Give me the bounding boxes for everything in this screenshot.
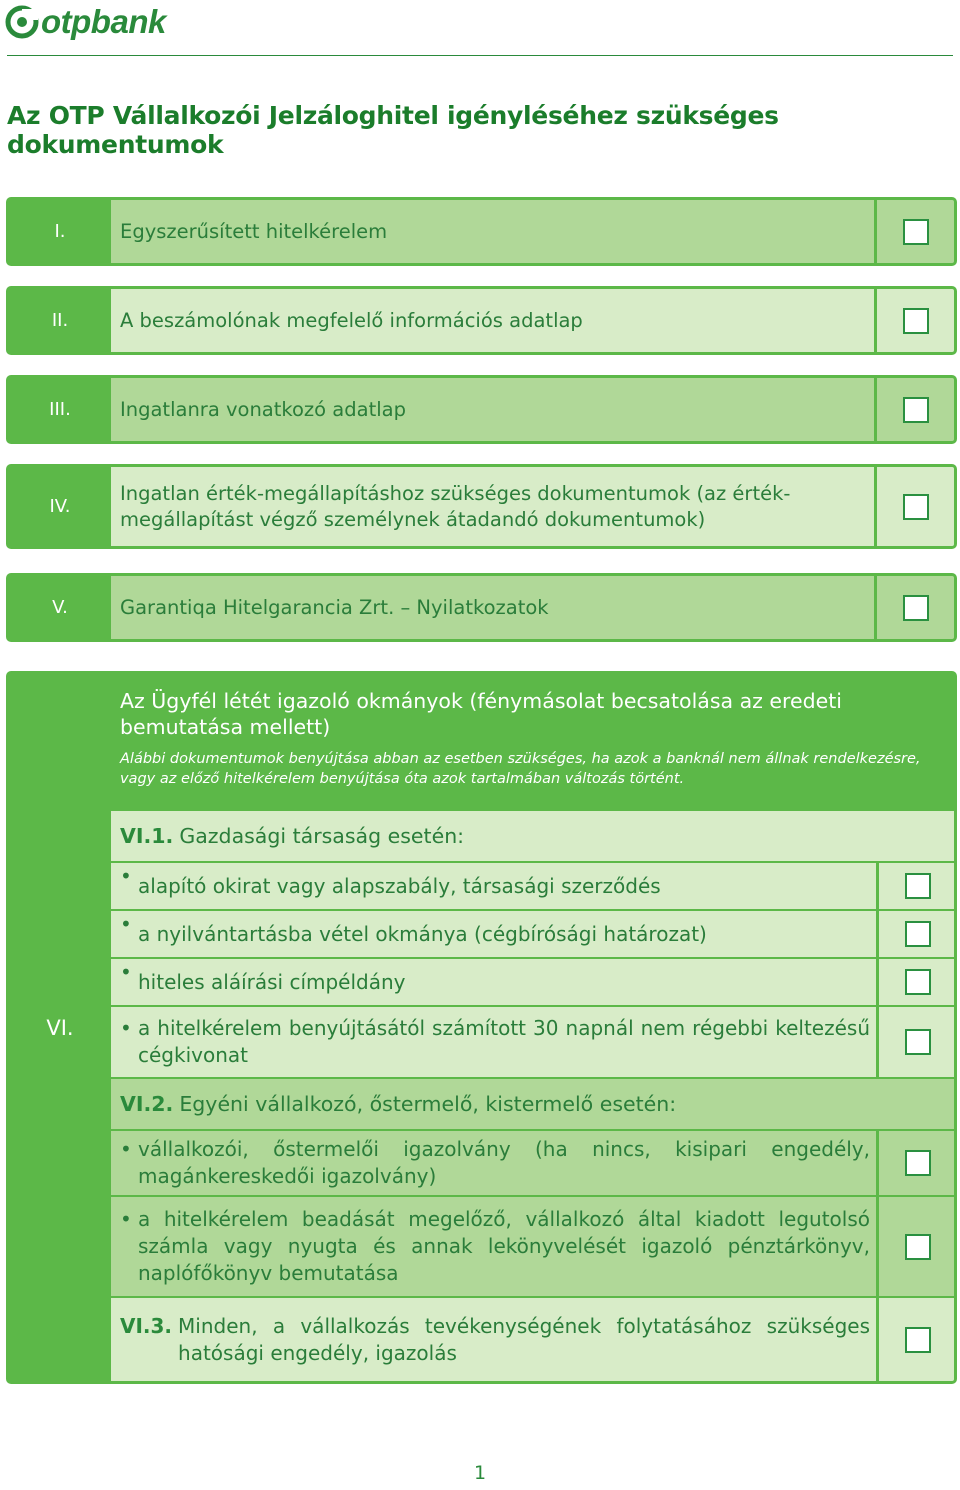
item-text: vállalkozói, őstermelői igazolvány (ha nincs, kisipari engedély, magánkereskedői igazolvány) <box>138 1137 870 1188</box>
item-text-cell: • vállalkozói, őstermelői igazolvány (ha nincs, kisipari engedély, magánkereskedői igazolvány) <box>111 1131 876 1195</box>
row-number: VI. <box>46 1015 74 1040</box>
item-text-cell: • hiteles aláírási címpéldány <box>111 959 876 1005</box>
checkbox-cell <box>879 1298 956 1381</box>
item-text: a hitelkérelem benyújtásától számított 30 napnál nem régebbi keltezésű cégkivonat <box>138 1016 870 1067</box>
document-row-iii <box>6 375 957 444</box>
item-text: a hitelkérelem beadását megelőző, vállalkozó által kiadott legutolsó számla vagy nyugta és annak lekönyvelését igazoló pénztárkönyv, naplófőkönyv bemutatása <box>138 1207 870 1285</box>
checklist-item-vi-3 <box>111 1298 956 1381</box>
item-text-cell: • a nyilvántartásba vétel okmánya (cégbírósági határozat) <box>111 911 876 957</box>
checkbox-cell <box>877 576 954 639</box>
checkbox-cell <box>877 289 954 352</box>
checkbox[interactable] <box>905 1234 931 1260</box>
row-label: Egyszerűsített hitelkérelem <box>111 200 874 263</box>
item-text: alapító okirat vagy alapszabály, társasági szerződés <box>138 873 661 898</box>
checkbox-cell <box>877 467 954 546</box>
page-title: Az OTP Vállalkozói Jelzáloghitel igényléséhez szükséges dokumentumok <box>7 101 779 159</box>
checkbox-cell <box>879 911 956 957</box>
checkbox[interactable] <box>903 494 929 520</box>
row-number: I. <box>54 221 66 242</box>
row-label: Garantiqa Hitelgarancia Zrt. – Nyilatkozatok <box>111 576 874 639</box>
item-text: hiteles aláírási címpéldány <box>138 969 406 994</box>
checklist-item <box>111 863 956 909</box>
document-section-vi <box>6 671 957 1384</box>
checkbox[interactable] <box>903 595 929 621</box>
subsection-heading-vi-1 <box>111 811 956 861</box>
checkbox-cell <box>879 863 956 909</box>
row-number: II. <box>51 310 69 331</box>
document-row-iv <box>6 464 957 549</box>
item-text-cell <box>111 1298 876 1381</box>
row-label: A beszámolónak megfelelő információs adatlap <box>111 289 874 352</box>
checkbox[interactable] <box>905 1150 931 1176</box>
section-title: Az Ügyfél létét igazoló okmányok (fénymásolat becsatolása az eredeti bemutatása mellett) <box>120 689 842 739</box>
checkbox[interactable] <box>905 1327 931 1353</box>
checklist-item <box>111 911 956 957</box>
checkbox[interactable] <box>903 308 929 334</box>
row-label: Ingatlanra vonatkozó adatlap <box>111 378 874 441</box>
section-note: Alábbi dokumentumok benyújtása abban az esetben szükséges, ha azok a banknál nem állnak rendelkezésre, vagy az előző hitelkérelem benyújtása óta azok tartalmában változás történt. <box>120 751 921 787</box>
checkbox[interactable] <box>905 1029 931 1055</box>
checklist-item <box>111 959 956 1005</box>
document-row-i <box>6 197 957 266</box>
row-number: III. <box>49 399 71 420</box>
checkbox[interactable] <box>903 397 929 423</box>
checkbox-cell <box>879 1007 956 1077</box>
checkbox[interactable] <box>903 219 929 245</box>
checkbox[interactable] <box>905 969 931 995</box>
subsection-number: VI.2. <box>120 1091 174 1116</box>
checkbox-cell <box>879 959 956 1005</box>
checkbox-cell <box>877 200 954 263</box>
checklist-item <box>111 1007 956 1077</box>
document-row-v <box>6 573 957 642</box>
row-number: V. <box>52 597 68 618</box>
subsection-label: Gazdasági társaság esetén: <box>179 823 465 848</box>
item-text-cell: • a hitelkérelem benyújtásától számított 30 napnál nem régebbi keltezésű cégkivonat <box>111 1007 876 1077</box>
item-text-cell: • alapító okirat vagy alapszabály, társasági szerződés <box>111 863 876 909</box>
otpbank-logo <box>5 2 166 42</box>
section-header <box>111 674 954 811</box>
otp-logo-icon <box>5 5 39 39</box>
item-text: a nyilvántartásba vétel okmánya (cégbírósági határozat) <box>138 921 707 946</box>
subsection-number: VI.3. <box>120 1313 173 1338</box>
checkbox-cell <box>879 1131 956 1195</box>
checkbox[interactable] <box>905 921 931 947</box>
checkbox-cell <box>879 1197 956 1296</box>
checklist-item <box>111 1131 956 1195</box>
subsection-label: Minden, a vállalkozás tevékenységének folytatásához szükséges hatósági engedély, igazolás <box>178 1313 870 1365</box>
brand-name: otpbank <box>41 3 166 40</box>
row-number: IV. <box>49 496 71 517</box>
subsection-number: VI.1. <box>120 823 174 848</box>
row-label: Ingatlan érték-megállapításhoz szükséges dokumentumok (az érték-megállapítást végző személynek átadandó dokumentumok) <box>111 467 874 546</box>
subsection-heading-vi-2 <box>111 1079 956 1129</box>
header-divider <box>7 55 953 56</box>
checklist-item <box>111 1197 956 1296</box>
checkbox-cell <box>877 378 954 441</box>
item-text-cell: • a hitelkérelem beadását megelőző, vállalkozó által kiadott legutolsó számla vagy nyugta és annak lekönyvelését igazoló pénztárkönyv, naplófőkönyv bemutatása <box>111 1197 876 1296</box>
checkbox[interactable] <box>905 873 931 899</box>
document-row-ii <box>6 286 957 355</box>
subsection-label: Egyéni vállalkozó, őstermelő, kistermelő esetén: <box>179 1091 677 1116</box>
page-number: 1 <box>473 1462 487 1484</box>
